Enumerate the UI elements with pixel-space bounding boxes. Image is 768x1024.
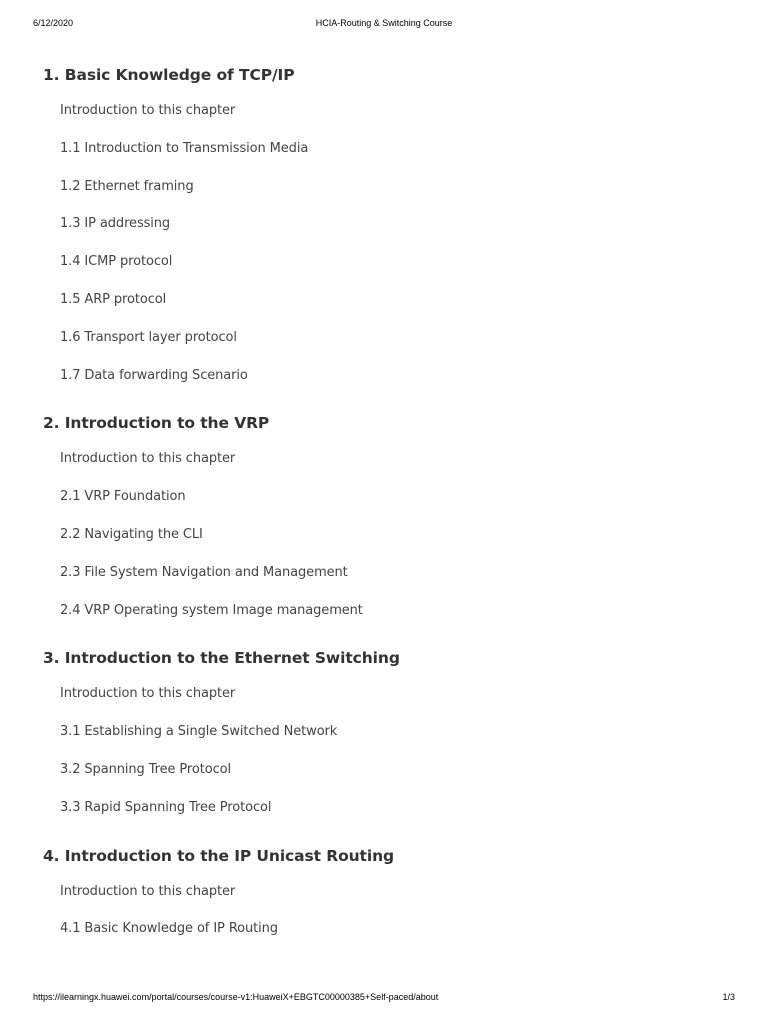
lesson-item[interactable]: 1.1 Introduction to Transmission Media bbox=[60, 140, 309, 156]
lesson-list bbox=[0, 440, 768, 629]
lesson-item[interactable]: 1.5 ARP protocol bbox=[60, 291, 167, 307]
chapter-title[interactable]: 3. Introduction to the Ethernet Switching bbox=[43, 649, 400, 668]
page-number: 1/3 bbox=[722, 992, 735, 1002]
lesson-item[interactable]: 1.7 Data forwarding Scenario bbox=[60, 367, 248, 383]
chapter-title[interactable]: 2. Introduction to the VRP bbox=[43, 414, 270, 433]
print-date: 6/12/2020 bbox=[33, 18, 74, 28]
lesson-item[interactable]: 1.4 ICMP protocol bbox=[60, 254, 173, 270]
lesson-item[interactable]: 2.4 VRP Operating system Image management bbox=[60, 602, 363, 618]
lesson-item[interactable]: 1.3 IP addressing bbox=[60, 216, 171, 232]
lesson-item[interactable]: 1.2 Ethernet framing bbox=[60, 178, 194, 194]
lesson-list bbox=[0, 675, 768, 826]
chapter-title[interactable]: 1. Basic Knowledge of TCP/IP bbox=[43, 66, 295, 84]
lesson-item[interactable]: 1.6 Transport layer protocol bbox=[60, 329, 237, 345]
print-footer bbox=[0, 992, 768, 1006]
lesson-item[interactable]: Introduction to this chapter bbox=[60, 451, 236, 467]
lesson-item[interactable]: Introduction to this chapter bbox=[60, 883, 236, 899]
lesson-item[interactable]: 3.2 Spanning Tree Protocol bbox=[60, 761, 231, 777]
lesson-item[interactable]: 3.1 Establishing a Single Switched Network bbox=[60, 724, 338, 740]
course-outline bbox=[0, 60, 768, 948]
print-header bbox=[0, 18, 768, 32]
page-url: https://ilearningx.huawei.com/portal/courses/course-v1:HuaweiX+EBGTC00000385+Self-paced/about bbox=[33, 992, 439, 1002]
chapter-title[interactable]: 4. Introduction to the IP Unicast Routing bbox=[43, 846, 395, 865]
chapter-2 bbox=[0, 408, 768, 629]
lesson-item[interactable]: 2.1 VRP Foundation bbox=[60, 489, 186, 505]
chapter-3 bbox=[0, 643, 768, 826]
print-title: HCIA-Routing & Switching Course bbox=[315, 18, 453, 28]
lesson-item[interactable]: 2.2 Navigating the CLI bbox=[60, 526, 203, 542]
chapter-4 bbox=[0, 841, 768, 949]
lesson-item[interactable]: 3.3 Rapid Spanning Tree Protocol bbox=[60, 799, 272, 815]
chapter-1 bbox=[0, 60, 768, 394]
lesson-item[interactable]: 4.1 Basic Knowledge of IP Routing bbox=[60, 921, 278, 937]
lesson-item[interactable]: Introduction to this chapter bbox=[60, 686, 236, 702]
lesson-item[interactable]: Introduction to this chapter bbox=[60, 103, 236, 118]
lesson-list bbox=[0, 92, 768, 394]
lesson-list bbox=[0, 873, 768, 949]
lesson-item[interactable]: 2.3 File System Navigation and Management bbox=[60, 564, 348, 580]
